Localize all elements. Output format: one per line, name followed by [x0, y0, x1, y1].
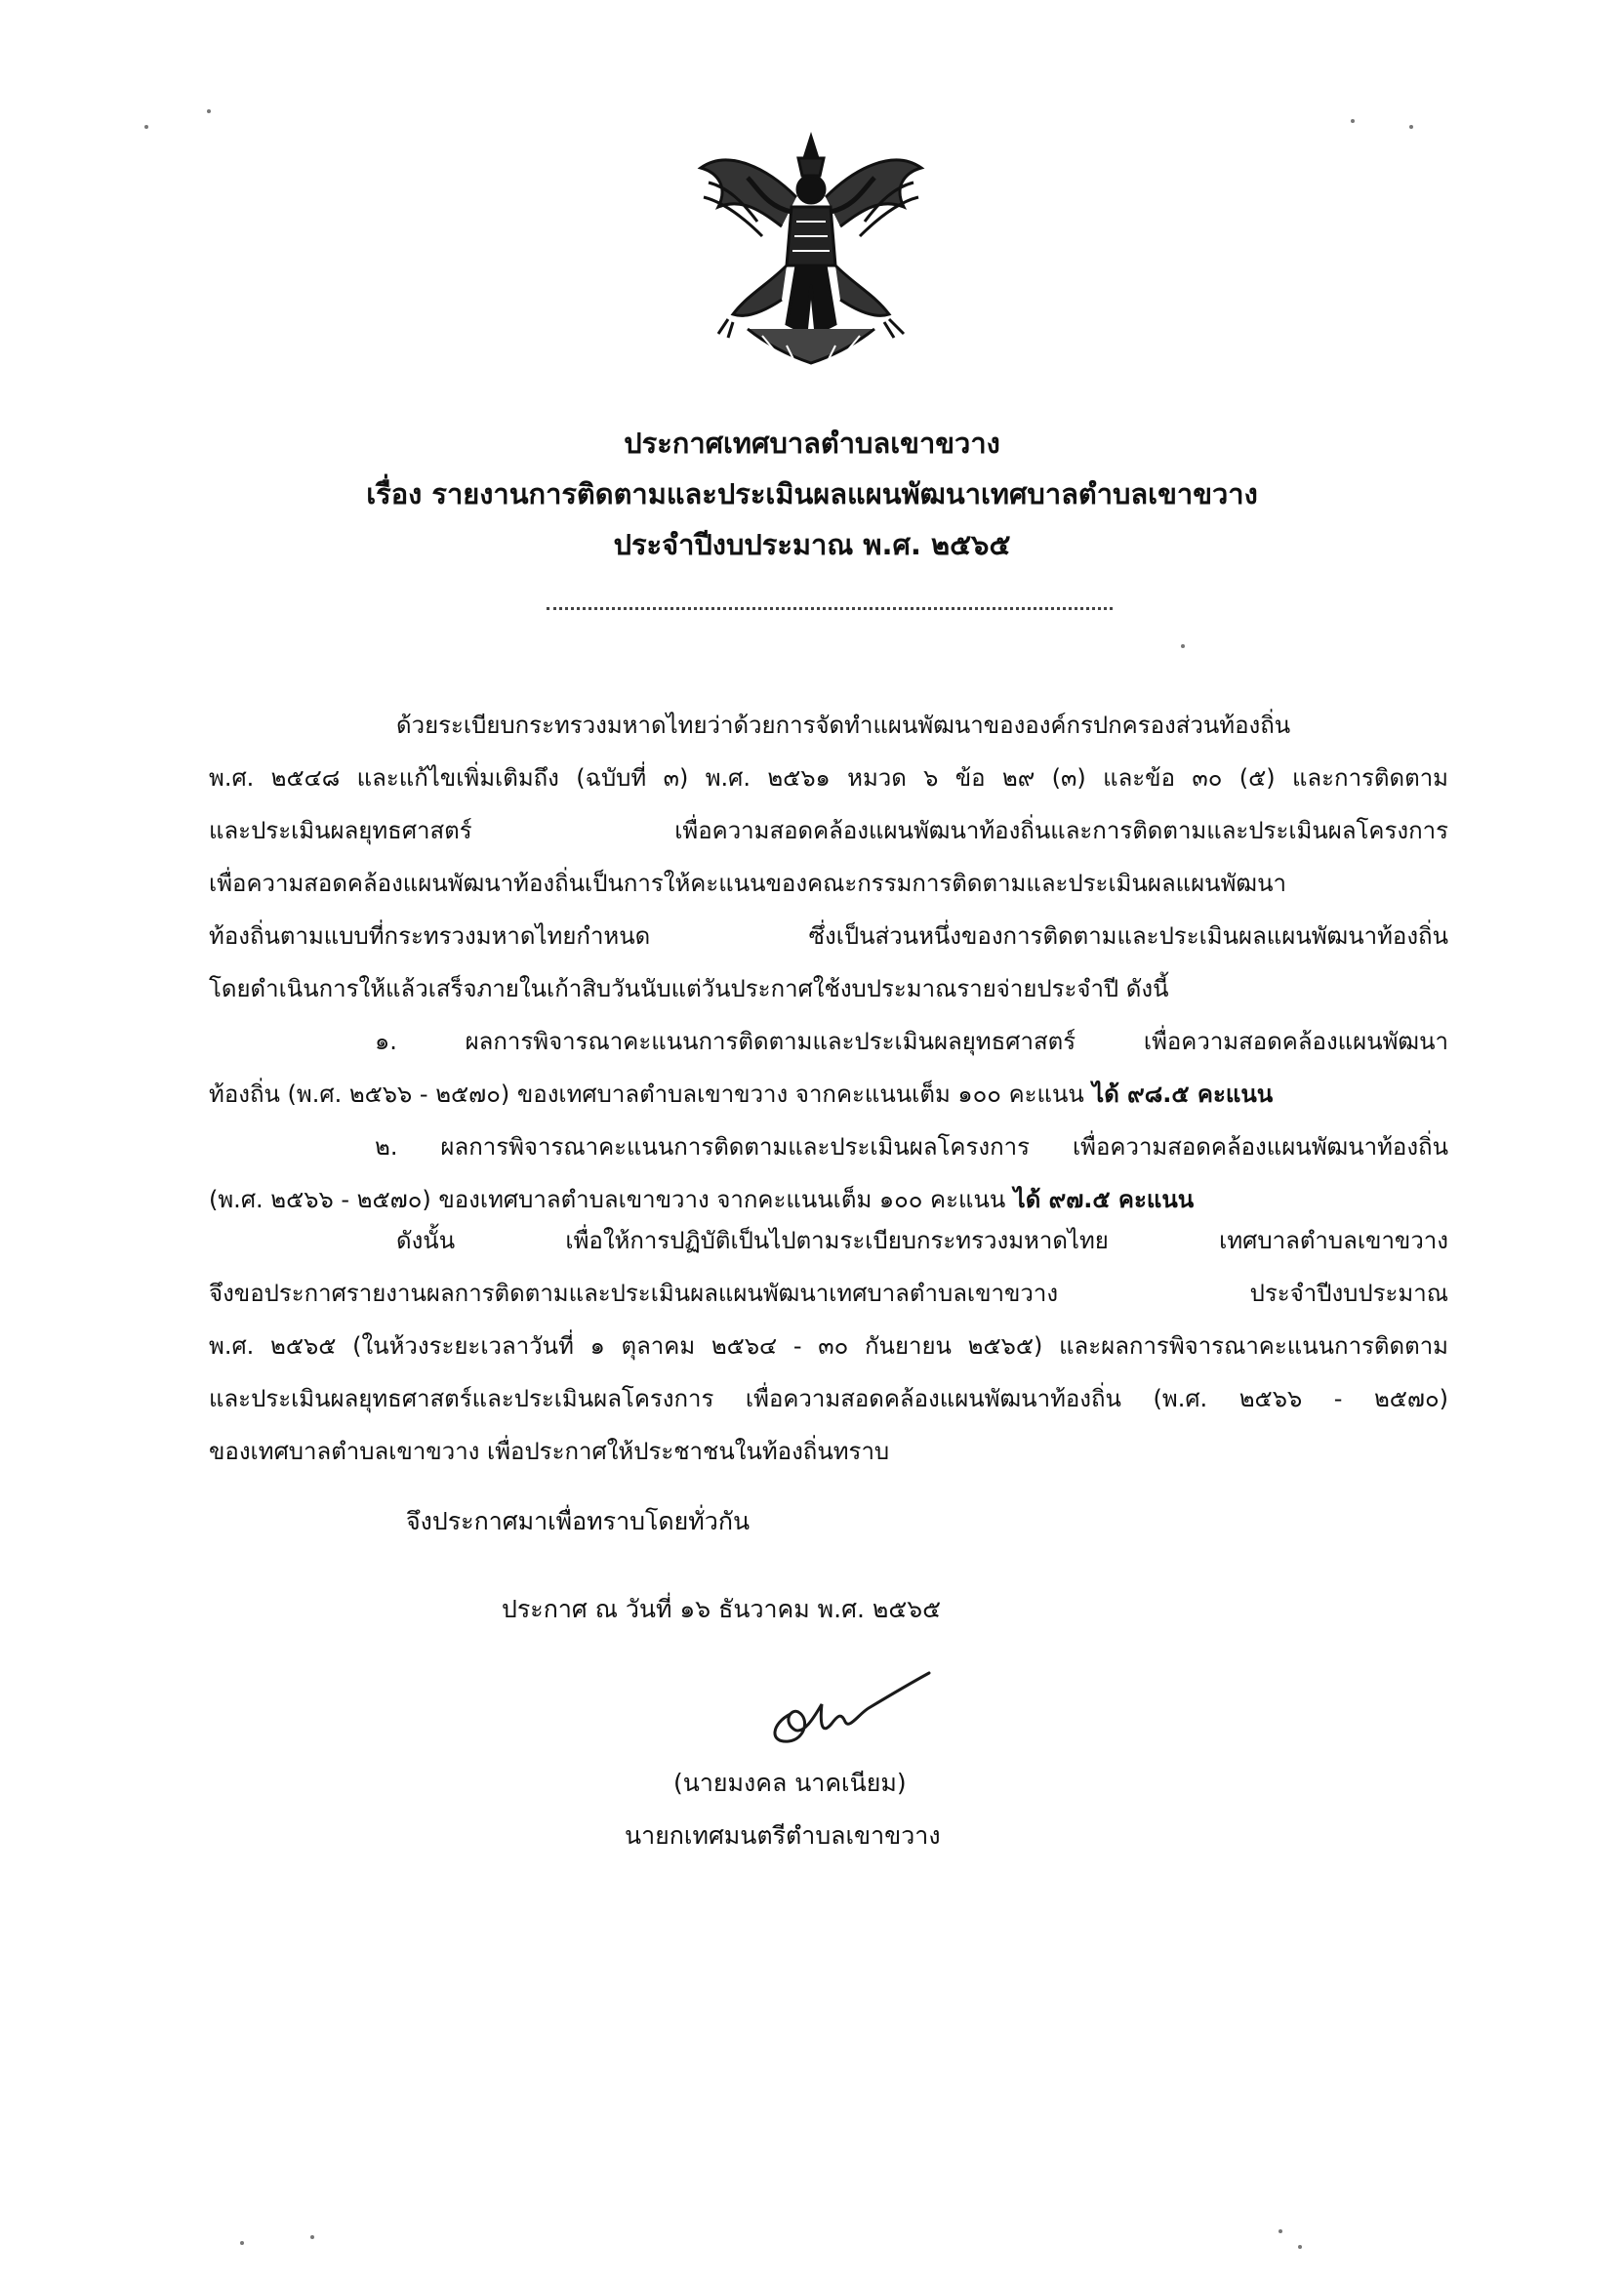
signer-name: (นายมงคล นาคเนียม)	[673, 1769, 907, 1797]
result-1-line-2	[209, 1068, 1448, 1121]
scan-speck	[1298, 2245, 1302, 2249]
paragraph-line: โดยดำเนินการให้แล้วเสร็จภายในเก้าสิบวันนับแต่วันประกาศใช้งบประมาณรายจ่ายประจำปี ดังนี้	[209, 975, 1169, 1002]
result-1-score: ได้ ๙๘.๕ คะแนน	[1083, 1081, 1274, 1108]
paragraph-line: และประเมินผลยุทธศาสตร์ เพื่อความสอดคล้องแผนพัฒนาท้องถิ่นและการติดตามและประเมินผลโครงการ	[209, 817, 1448, 844]
scan-speck	[310, 2235, 314, 2239]
signer-title: นายกเทศมนตรีตำบลเขาขวาง	[625, 1821, 941, 1850]
closing-statement: จึงประกาศมาเพื่อทราบโดยทั่วกัน	[406, 1507, 751, 1535]
paragraph-line: ของเทศบาลตำบลเขาขวาง เพื่อประกาศให้ประชาชนในท้องถิ่นทราบ	[209, 1438, 890, 1465]
scan-speck	[1409, 125, 1413, 129]
announcement-date: ประกาศ ณ วันที่ ๑๖ ธันวาคม พ.ศ. ๒๕๖๕	[502, 1595, 942, 1623]
scan-speck	[207, 109, 211, 113]
paragraph-line: ท้องถิ่นตามแบบที่กระทรวงมหาดไทยกำหนด ซึ่งเป็นส่วนหนึ่งของการติดตามและประเมินผลแผนพัฒนาท้องถิ่น	[209, 922, 1448, 950]
paragraph-line: และประเมินผลยุทธศาสตร์และประเมินผลโครงการ เพื่อความสอดคล้องแผนพัฒนาท้องถิ่น (พ.ศ. ๒๕๖๖ - ๒๕๗๐)	[209, 1385, 1448, 1412]
paragraph-line: พ.ศ. ๒๕๔๘ และแก้ไขเพิ่มเติมถึง (ฉบับที่ ๓) พ.ศ. ๒๕๖๑ หมวด ๖ ข้อ ๒๙ (๓) และข้อ ๓๐ (๕) และการติดตาม	[209, 764, 1448, 792]
result-1-line-1: ๑. ผลการพิจารณาคะแนนการติดตามและประเมินผลยุทธศาสตร์ เพื่อความสอดคล้องแผนพัฒนา	[375, 1028, 1448, 1055]
dotted-divider	[547, 607, 1113, 610]
result-2-text: (พ.ศ. ๒๕๖๖ - ๒๕๗๐) ของเทศบาลตำบลเขาขวาง จากคะแนนเต็ม ๑๐๐ คะแนน	[209, 1186, 1006, 1213]
body-paragraph-2	[209, 1214, 1448, 1478]
scan-speck	[144, 125, 148, 129]
garuda-emblem-icon	[689, 129, 933, 373]
scan-speck	[240, 2241, 244, 2245]
result-2-line-1: ๒. ผลการพิจารณาคะแนนการติดตามและประเมินผลโครงการ เพื่อความสอดคล้องแผนพัฒนาท้องถิ่น	[375, 1133, 1448, 1161]
paragraph-line: จึงขอประกาศรายงานผลการติดตามและประเมินผลแผนพัฒนาเทศบาลตำบลเขาขวาง ประจำปีงบประมาณ	[209, 1280, 1448, 1307]
paragraph-line: เพื่อความสอดคล้องแผนพัฒนาท้องถิ่นเป็นการให้คะแนนของคณะกรรมการติดตามและประเมินผลแผนพัฒนา	[209, 870, 1286, 897]
body-paragraph-1	[209, 699, 1448, 1226]
result-1-text: ท้องถิ่น (พ.ศ. ๒๕๖๖ - ๒๕๗๐) ของเทศบาลตำบลเขาขวาง จากคะแนนเต็ม ๑๐๐ คะแนน	[209, 1081, 1084, 1108]
result-2-score: ได้ ๙๗.๕ คะแนน	[1005, 1186, 1195, 1213]
paragraph-line: ดังนั้น เพื่อให้การปฏิบัติเป็นไปตามระเบียบกระทรวงมหาดไทย เทศบาลตำบลเขาขวาง	[396, 1227, 1448, 1254]
document-subject: เรื่อง รายงานการติดตามและประเมินผลแผนพัฒนาเทศบาลตำบลเขาขวาง	[366, 477, 1258, 510]
handwritten-signature-icon	[761, 1665, 937, 1753]
scan-speck	[1279, 2229, 1282, 2233]
paragraph-line: พ.ศ. ๒๕๖๕ (ในห้วงระยะเวลาวันที่ ๑ ตุลาคม ๒๕๖๔ - ๓๐ กันยายน ๒๕๖๕) และผลการพิจารณาคะแนนการติดตาม	[209, 1332, 1448, 1360]
fiscal-year: ประจำปีงบประมาณ พ.ศ. ๒๕๖๕	[613, 528, 1011, 561]
document-title: ประกาศเทศบาลตำบลเขาขวาง	[624, 427, 1000, 460]
scan-speck	[1181, 644, 1185, 648]
paragraph-line: ด้วยระเบียบกระทรวงมหาดไทยว่าด้วยการจัดทำแผนพัฒนาขององค์กรปกครองส่วนท้องถิ่น	[396, 712, 1291, 739]
scan-speck	[1351, 119, 1355, 123]
